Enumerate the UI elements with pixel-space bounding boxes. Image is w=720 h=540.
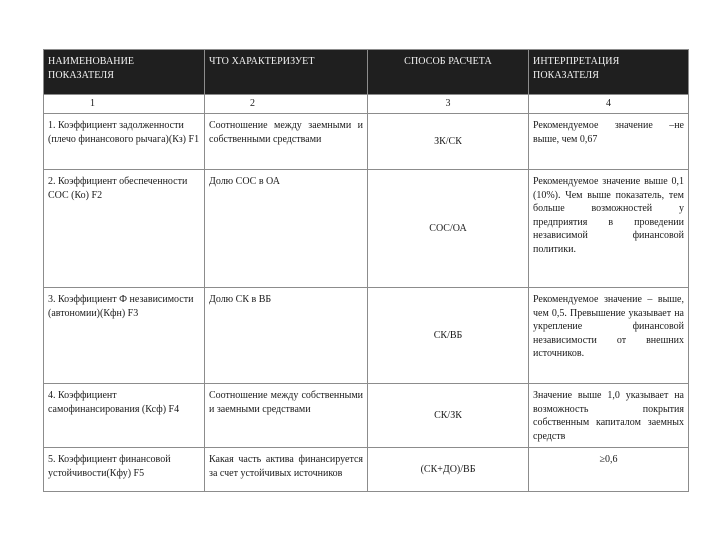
table-row: [44, 114, 689, 170]
column-number: 2: [205, 95, 368, 114]
ratio-method: СОС/ОА: [368, 170, 529, 288]
ratio-name: 1. Коэффициент задолженности (плечо финансового рычага)(Кз) F1: [44, 114, 205, 170]
ratio-method: СК/ЗК: [368, 384, 529, 448]
ratio-interpretation: ≥0,6: [529, 448, 689, 492]
table-row: [44, 384, 689, 448]
ratio-interpretation: Рекомендуемое значение выше 0,1 (10%). Чем выше показатель, тем больше возможностей у предприятия в проведении независимой финансовой политики.: [529, 170, 689, 288]
ratio-method: СК/ВБ: [368, 288, 529, 384]
ratio-name: 5. Коэффициент финансовой устойчивости(Кфу) F5: [44, 448, 205, 492]
table-header-row: [44, 50, 689, 95]
ratio-method: ЗК/СК: [368, 114, 529, 170]
table-row: [44, 170, 689, 288]
ratio-characterizes: Какая часть актива финансируется за счет устойчивых источников: [205, 448, 368, 492]
table-row: [44, 448, 689, 492]
ratio-characterizes: Соотношение между собственными и заемными средствами: [205, 384, 368, 448]
ratio-characterizes: Соотношение между заемными и собственными средствами: [205, 114, 368, 170]
column-number: 4: [529, 95, 689, 114]
ratio-interpretation: Значение выше 1,0 указывает на возможность покрытия собственным капиталом заемных средств: [529, 384, 689, 448]
ratio-interpretation: Рекомендуемое значение –не выше, чем 0,67: [529, 114, 689, 170]
header-characterizes: ЧТО ХАРАКТЕРИЗУЕТ: [205, 50, 368, 95]
header-method: СПОСОБ РАСЧЕТА: [368, 50, 529, 95]
column-number-row: [44, 95, 689, 114]
financial-ratios-table: [43, 49, 689, 492]
ratio-characterizes: Долю СК в ВБ: [205, 288, 368, 384]
column-number: 3: [368, 95, 529, 114]
ratio-name: 4. Коэффициент самофинансирования (Ксф) F4: [44, 384, 205, 448]
ratio-name: 2. Коэффициент обеспеченности СОС (Ко) F2: [44, 170, 205, 288]
table-row: [44, 288, 689, 384]
header-interpretation: ИНТЕРПРЕТАЦИЯ ПОКАЗАТЕЛЯ: [529, 50, 689, 95]
header-name: НАИМЕНОВАНИЕ ПОКАЗАТЕЛЯ: [44, 50, 205, 95]
ratio-characterizes: Долю СОС в ОА: [205, 170, 368, 288]
ratio-name: 3. Коэффициент Ф независимости (автономии)(Кфн) F3: [44, 288, 205, 384]
column-number: 1: [44, 95, 205, 114]
ratio-interpretation: Рекомендуемое значение – выше, чем 0,5. Превышение указывает на укрепление финансовой независимости от внешних источников.: [529, 288, 689, 384]
ratio-method: (СК+ДО)/ВБ: [368, 448, 529, 492]
